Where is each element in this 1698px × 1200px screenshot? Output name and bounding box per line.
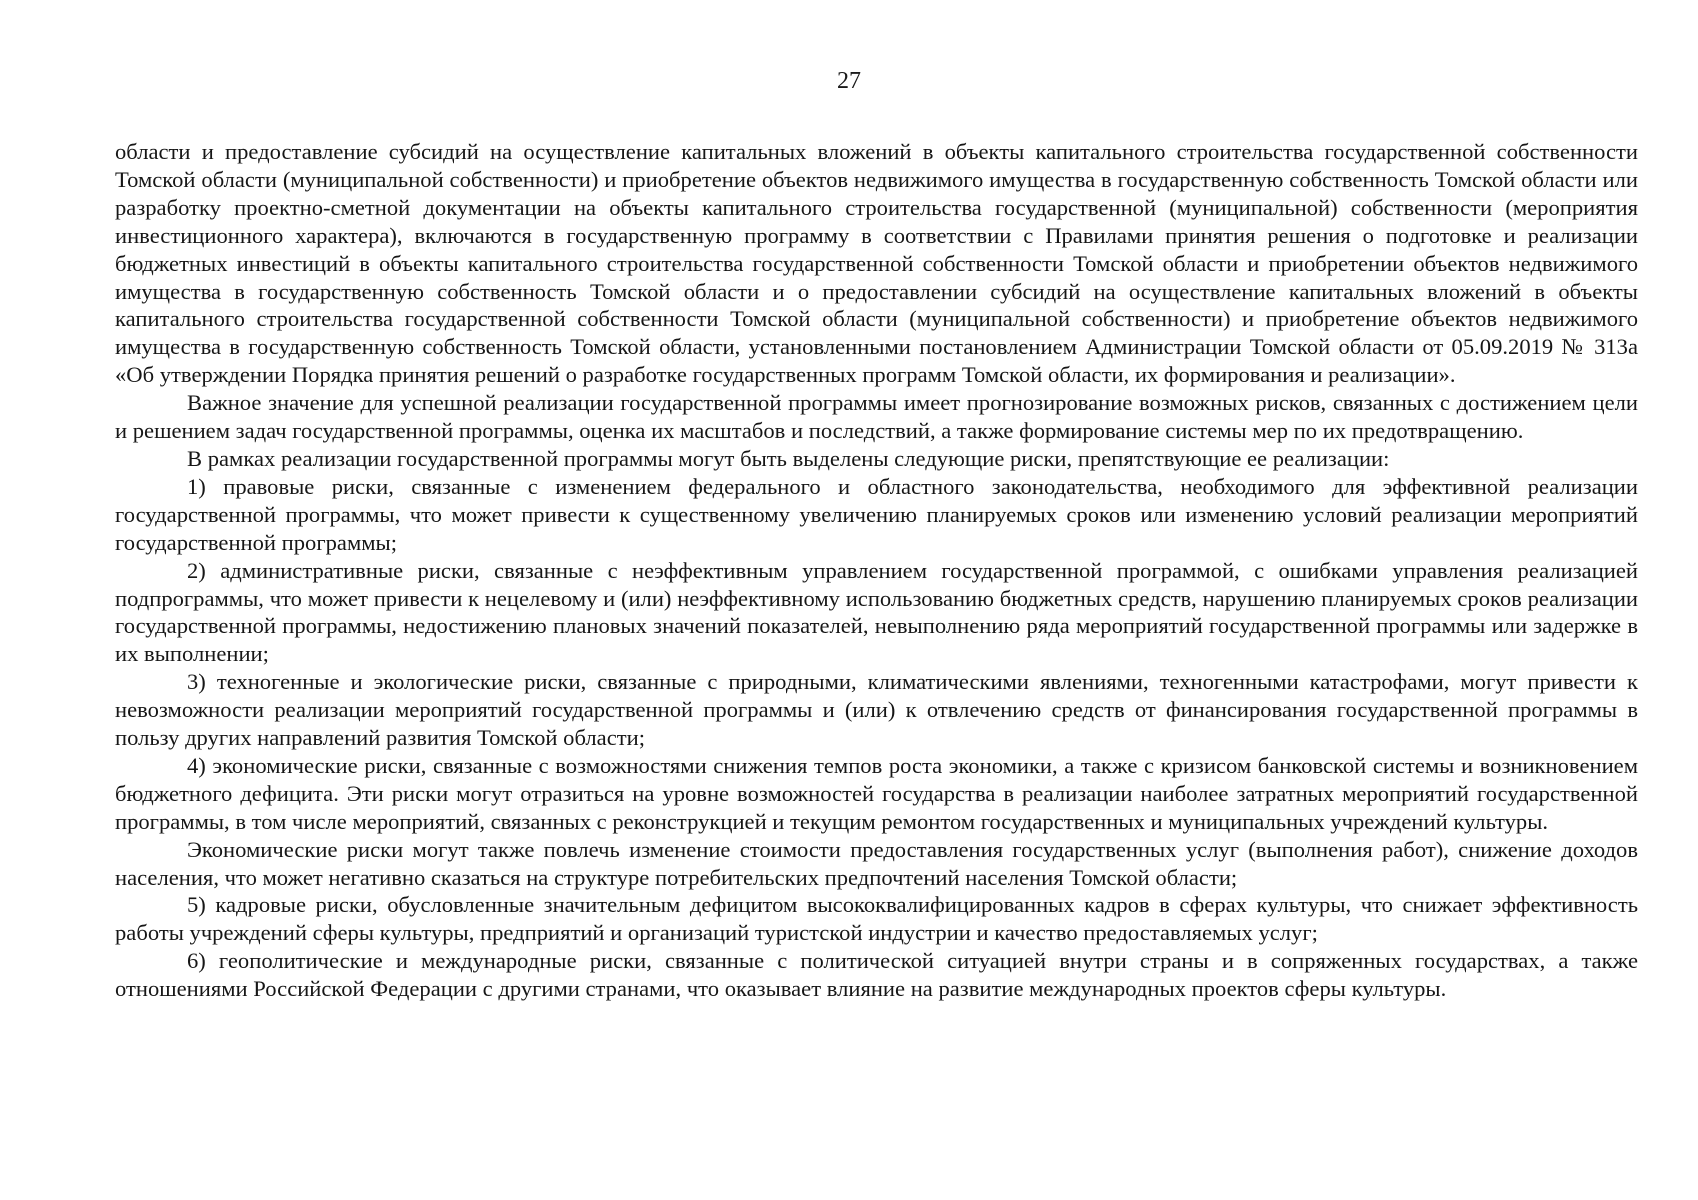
list-item-economic-risks: 4) экономические риски, связанные с возможностями снижения темпов роста экономики, а также с кризисом банковской системы и возникновением бюджетного дефицита. Эти риски могут отразиться на уровне возможностей государства в реализации наиболее затратных мероприятий государственной программы, в том числе мероприятий, связанных с реконструкцией и текущим ремонтом государственных и муниципальных учреждений культуры. [115,752,1638,834]
paragraph-risks-intro: В рамках реализации государственной программы могут быть выделены следующие риски, препятствующие ее реализации: [187,445,1390,471]
list-item-legal-risks: 1) правовые риски, связанные с изменением федерального и областного законодательства, необходимого для эффективной реализации государственной программы, что может привести к существенному увеличению планируемых сроков или изменению условий реализации мероприятий государственной программы; [115,473,1638,555]
list-item-geopolitical-risks: 6) геополитические и международные риски, связанные с политической ситуацией внутри страны и в сопряженных государствах, а также отношениями Российской Федерации с другими странами, что оказывает влияние на развитие международных проектов сферы культуры. [115,948,1638,1002]
paragraph-risk-forecasting: Важное значение для успешной реализации государственной программы имеет прогнозирование возможных рисков, связанных с достижением цели и решением задач государственной программы, оценка их масштабов и последствий, а также формирование системы мер по их предотвращению. [115,390,1638,444]
list-item-administrative-risks: 2) административные риски, связанные с неэффективным управлением государственной программой, с ошибками управления реализацией подпрограммы, что может привести к нецелевому и (или) неэффективному использованию бюджетных средств, нарушению планируемых сроков реализации государственной программы, недостижению плановых значений показателей, невыполнению ряда мероприятий государственной программы или задержке в их выполнении; [115,557,1638,667]
list-item-technogenic-risks: 3) техногенные и экологические риски, связанные с природными, климатическими явлениями, техногенными катастрофами, могут привести к невозможности реализации мероприятий государственной программы и (или) к отвлечению средств от финансирования государственной программы в пользу других направлений развития Томской области; [115,669,1638,751]
paragraph-continuation: области и предоставление субсидий на осуществление капитальных вложений в объекты капитального строительства государственной собственности Томской области (муниципальной собственности) и приобретение объектов недвижимого имущества в государственную собственность Томской области или разработку проектно-сметной документации на объекты капитального строительства государственной (муниципальной) собственности (мероприятия инвестиционного характера), включаются в государственную программу в соответствии с Правилами принятия решения о подготовке и реализации бюджетных инвестиций в объекты капитального строительства государственной собственности Томской области и приобретении объектов недвижимого имущества в государственную собственность Томской области и о предоставлении субсидий на осуществление капитальных вложений в объекты капитального строительства государственной собственности Томской области (муниципальной собственности) и приобретение объектов недвижимого имущества в государственную собственность Томской области, установленными постановлением Администрации Томской области от 05.09.2019 № 313а «Об утверждении Порядка принятия решений о разработке государственных программ Томской области, их формирования и реализации». [115,139,1638,388]
list-item-personnel-risks: 5) кадровые риски, обусловленные значительным дефицитом высококвалифицированных кадров в сферах культуры, что снижает эффективность работы учреждений сферы культуры, предприятий и организаций туристской индустрии и качество предоставляемых услуг; [115,892,1638,946]
paragraph-economic-risks-note: Экономические риски могут также повлечь изменение стоимости предоставления государственных услуг (выполнения работ), снижение доходов населения, что может негативно сказаться на структуре потребительских предпочтений населения Томской области; [115,836,1638,890]
page-number: 27 [837,68,861,94]
document-body [115,138,1638,1003]
